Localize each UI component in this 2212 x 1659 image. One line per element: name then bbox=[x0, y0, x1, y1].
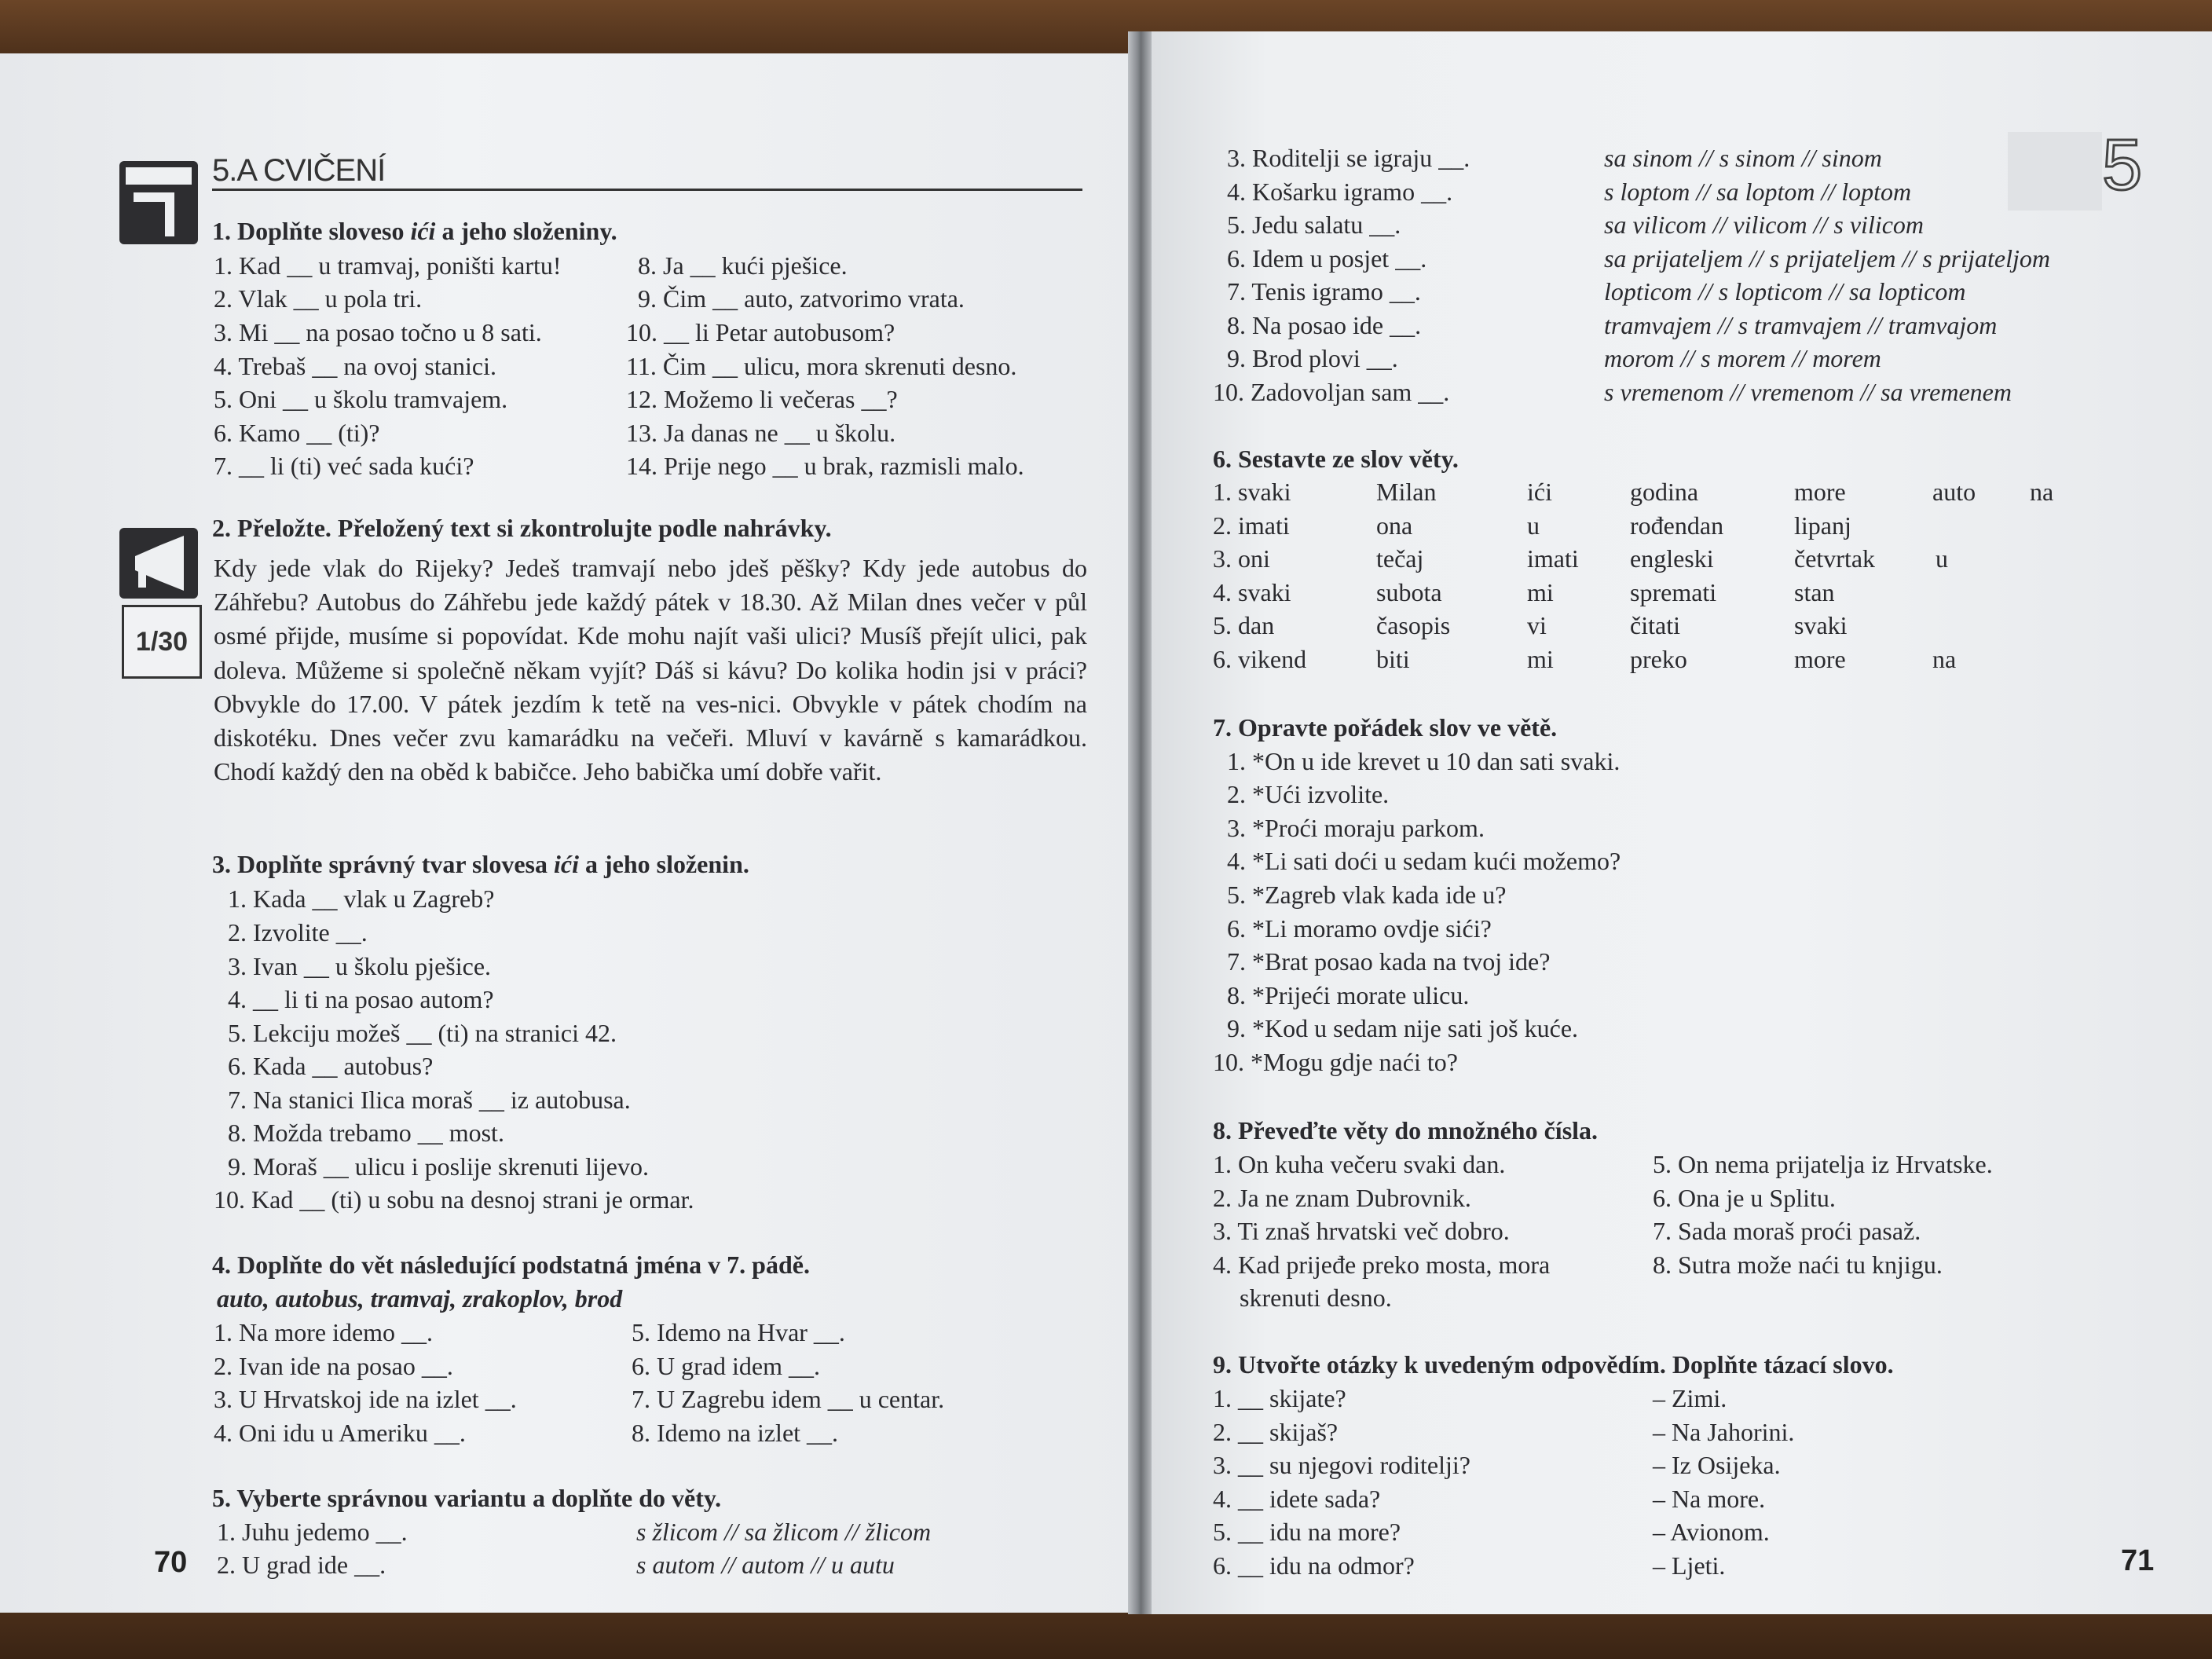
list-item: 6. *Li moramo ovdje sići? bbox=[1227, 914, 1492, 943]
table-cell: preko bbox=[1630, 645, 1687, 673]
list-item: 8. Sutra može naći tu knjigu. bbox=[1653, 1251, 1943, 1279]
answer-options: sa sinom // s sinom // sinom bbox=[1604, 144, 1882, 172]
list-item: 8. Na posao ide __. bbox=[1227, 311, 1422, 339]
exercise-8-heading: 8. Převeďte věty do množného čísla. bbox=[1213, 1116, 1599, 1144]
unit-tab bbox=[2008, 132, 2102, 211]
list-item: 6. Idem u posjet __. bbox=[1227, 244, 1427, 273]
list-item: 9. Moraš __ ulicu i poslije skrenuti lijevo. bbox=[228, 1152, 649, 1181]
answer-text: – Ljeti. bbox=[1653, 1551, 1726, 1580]
list-item: 3. Ti znaš hrvatski več dobro. bbox=[1213, 1217, 1510, 1245]
table-cell: stan bbox=[1794, 578, 1835, 606]
list-item: 5. Jedu salatu __. bbox=[1227, 211, 1401, 239]
table-cell: 6. vikend bbox=[1213, 645, 1307, 673]
list-item: 14. Prije nego __ u brak, razmisli malo. bbox=[626, 452, 1024, 480]
table-cell: ići bbox=[1527, 478, 1552, 506]
list-item: 4. Oni idu u Ameriku __. bbox=[214, 1419, 466, 1447]
list-item: 2. Ja ne znam Dubrovnik. bbox=[1213, 1184, 1471, 1212]
list-item: 9. Brod plovi __. bbox=[1227, 344, 1398, 372]
list-item: 3. Mi __ na posao točno u 8 sati. bbox=[214, 318, 542, 346]
exercise-section-icon bbox=[119, 161, 198, 244]
list-item: 1. Na more idemo __. bbox=[214, 1318, 434, 1346]
list-item: 1. Kad __ u tramvaj, poništi kartu! bbox=[214, 251, 562, 280]
list-item: 5. Idemo na Hvar __. bbox=[632, 1318, 845, 1346]
list-item: 6. Kamo __ (ti)? bbox=[214, 419, 380, 447]
table-cell: ona bbox=[1376, 511, 1413, 540]
exercise-6-heading: 6. Sestavte ze slov věty. bbox=[1213, 445, 1459, 473]
list-item: 10. Zadovoljan sam __. bbox=[1213, 378, 1450, 406]
answer-text: – Iz Osijeka. bbox=[1653, 1451, 1781, 1479]
list-item: 13. Ja danas ne __ u školu. bbox=[626, 419, 896, 447]
list-item: 2. U grad ide __. bbox=[217, 1551, 386, 1579]
list-item: 1. __ skijate? bbox=[1213, 1384, 1346, 1412]
list-item: 10. Kad __ (ti) u sobu na desnoj strani je ormar. bbox=[214, 1185, 694, 1214]
answer-text: – Na Jahorini. bbox=[1653, 1418, 1795, 1446]
table-cell: u bbox=[1527, 511, 1540, 540]
list-item: 3. __ su njegovi roditelji? bbox=[1213, 1451, 1470, 1479]
list-item: 8. Idemo na izlet __. bbox=[632, 1419, 839, 1447]
table-cell: mi bbox=[1527, 578, 1554, 606]
answer-options: s autom // autom // u autu bbox=[636, 1551, 895, 1579]
table-cell: četvrtak bbox=[1794, 544, 1876, 573]
exercise-3-heading: 3. Doplňte správný tvar slovesa ići a jeho složenin. bbox=[212, 850, 749, 878]
list-item: 8. *Prijeći morate ulicu. bbox=[1227, 981, 1470, 1009]
table-cell: mi bbox=[1527, 645, 1554, 673]
list-item: 6. U grad idem __. bbox=[632, 1352, 820, 1380]
table-cell: tečaj bbox=[1376, 544, 1424, 573]
exercise-1-heading: 1. Doplňte sloveso ići a jeho složeniny. bbox=[212, 217, 617, 245]
list-item: 3. U Hrvatskoj ide na izlet __. bbox=[214, 1385, 517, 1413]
table-cell: more bbox=[1794, 478, 1846, 506]
exercise-2-text: Kdy jede vlak do Rijeky? Jedeš tramvají nebo jdeš pěšky? Kdy jede autobus do Záhřebu? Autobus do Záhřebu jede každý pátek v 18.30. Až Milan dnes večer v půl osmé přijde, musíme si popovídat. Kde mohu najít vaši ulici? Musíš přejít ulici, pak doleva. Můžeme si společně někam vyjít? Dáš si kávu? Do kolika hodin jsi v práci? Obvykle do 17.00. V pátek jezdím k tetě na ves-nici. Obvykle v pátek chodím na diskotéku. Dnes večer zvu kamarádku na večeři. Mluví v kavárně s kamarádkou. Chodí každý den na oběd k babičce. Jeho babička umí dobře vařit. bbox=[214, 554, 1087, 786]
list-item: 5. __ idu na more? bbox=[1213, 1518, 1401, 1546]
list-item: 7. Na stanici Ilica moraš __ iz autobusa. bbox=[228, 1086, 631, 1114]
megaphone-icon bbox=[119, 528, 198, 599]
list-item: 4. __ li ti na posao autom? bbox=[228, 985, 494, 1013]
list-item: 3. *Proći moraju parkom. bbox=[1227, 814, 1485, 842]
table-cell: subota bbox=[1376, 578, 1442, 606]
table-cell: u bbox=[1936, 544, 1948, 573]
table-cell: Milan bbox=[1376, 478, 1437, 506]
list-item: 6. Ona je u Splitu. bbox=[1653, 1184, 1836, 1212]
table-cell: engleski bbox=[1630, 544, 1714, 573]
list-item: 2. __ skijaš? bbox=[1213, 1418, 1339, 1446]
list-item: 3. Ivan __ u školu pješice. bbox=[228, 952, 492, 980]
answer-text: – Zimi. bbox=[1653, 1384, 1727, 1412]
exercise-5-heading: 5. Vyberte správnou variantu a doplňte do věty. bbox=[212, 1484, 722, 1512]
left-page bbox=[0, 53, 1139, 1613]
list-item: 4. Košarku igramo __. bbox=[1227, 178, 1453, 206]
section-title-rule bbox=[212, 189, 1082, 191]
table-cell: imati bbox=[1527, 544, 1579, 573]
list-item: 8. Ja __ kući pješice. bbox=[638, 251, 848, 280]
audio-track-number: 1/30 bbox=[122, 605, 202, 679]
table-cell: na bbox=[2030, 478, 2054, 506]
list-item: 11. Čim __ ulicu, mora skrenuti desno. bbox=[626, 352, 1017, 380]
list-item: 9. Čim __ auto, zatvorimo vrata. bbox=[638, 284, 965, 313]
answer-options: tramvajem // s tramvajem // tramvajom bbox=[1604, 311, 1998, 339]
list-item: 1. Juhu jedemo __. bbox=[217, 1518, 408, 1546]
list-item: 5. Lekciju možeš __ (ti) na stranici 42. bbox=[228, 1019, 617, 1047]
list-item: 7. *Brat posao kada na tvoj ide? bbox=[1227, 947, 1551, 976]
book-gutter bbox=[1128, 31, 1152, 1614]
list-item: skrenuti desno. bbox=[1240, 1284, 1392, 1312]
answer-text: – Avionom. bbox=[1653, 1518, 1770, 1546]
table-cell: rođendan bbox=[1630, 511, 1724, 540]
exercise-2-heading: 2. Přeložte. Přeložený text si zkontrolujte podle nahrávky. bbox=[212, 514, 832, 542]
unit-number: 5 bbox=[2102, 125, 2143, 205]
answer-options: sa vilicom // vilicom // s vilicom bbox=[1604, 211, 1925, 239]
exercise-7-heading: 7. Opravte pořádek slov ve větě. bbox=[1213, 713, 1558, 742]
list-item: 4. Kad prijeđe preko mosta, mora bbox=[1213, 1251, 1551, 1279]
table-cell: 3. oni bbox=[1213, 544, 1270, 573]
list-item: 7. Tenis igramo __. bbox=[1227, 277, 1421, 306]
answer-options: lopticom // s lopticom // sa lopticom bbox=[1604, 277, 1966, 306]
list-item: 10. *Mogu gdje naći to? bbox=[1213, 1048, 1458, 1076]
list-item: 1. On kuha večeru svaki dan. bbox=[1213, 1150, 1506, 1178]
list-item: 12. Možemo li večeras __? bbox=[626, 385, 898, 413]
list-item: 3. Roditelji se igraju __. bbox=[1227, 144, 1470, 172]
list-item: 5. Oni __ u školu tramvajem. bbox=[214, 385, 508, 413]
table-cell: 5. dan bbox=[1213, 611, 1275, 639]
list-item: 7. U Zagrebu idem __ u centar. bbox=[632, 1385, 945, 1413]
list-item: 4. *Li sati doći u sedam kući možemo? bbox=[1227, 847, 1621, 875]
answer-options: s vremenom // vremenom // sa vremenem bbox=[1604, 378, 2012, 406]
table-cell: auto bbox=[1932, 478, 1976, 506]
list-item: 2. Ivan ide na posao __. bbox=[214, 1352, 453, 1380]
list-item: 4. __ idete sada? bbox=[1213, 1485, 1381, 1513]
answer-options: sa prijateljem // s prijateljem // s prijateljom bbox=[1604, 244, 2050, 273]
table-cell: more bbox=[1794, 645, 1846, 673]
desk-background-bottom bbox=[0, 1606, 2212, 1659]
list-item: 6. __ idu na odmor? bbox=[1213, 1551, 1415, 1580]
table-cell: 1. svaki bbox=[1213, 478, 1291, 506]
table-cell: biti bbox=[1376, 645, 1410, 673]
list-item: 2. Vlak __ u pola tri. bbox=[214, 284, 423, 313]
table-cell: časopis bbox=[1376, 611, 1451, 639]
table-cell: svaki bbox=[1794, 611, 1848, 639]
table-cell: lipanj bbox=[1794, 511, 1851, 540]
table-cell: 4. svaki bbox=[1213, 578, 1291, 606]
list-item: 5. On nema prijatelja iz Hrvatske. bbox=[1653, 1150, 1993, 1178]
list-item: 2. *Ući izvolite. bbox=[1227, 780, 1390, 808]
answer-options: morom // s morem // morem bbox=[1604, 344, 1881, 372]
table-cell: godina bbox=[1630, 478, 1699, 506]
list-item: 2. Izvolite __. bbox=[228, 918, 368, 947]
exercise-4-heading: 4. Doplňte do vět následující podstatná jména v 7. pádě. bbox=[212, 1251, 810, 1279]
table-cell: spremati bbox=[1630, 578, 1717, 606]
section-title: 5.A CVIČENÍ bbox=[212, 153, 386, 188]
answer-options: s loptom // sa loptom // loptom bbox=[1604, 178, 1912, 206]
table-cell: na bbox=[1932, 645, 1957, 673]
list-item: 4. Trebaš __ na ovoj stanici. bbox=[214, 352, 496, 380]
exercise-4-word-list: auto, autobus, tramvaj, zrakoplov, brod bbox=[217, 1284, 623, 1313]
answer-options: s žlicom // sa žlicom // žlicom bbox=[636, 1518, 932, 1546]
list-item: 1. *On u ide krevet u 10 dan sati svaki. bbox=[1227, 747, 1621, 775]
list-item: 7. Sada moraš proći pasaž. bbox=[1653, 1217, 1921, 1245]
table-cell: vi bbox=[1527, 611, 1547, 639]
answer-text: – Na more. bbox=[1653, 1485, 1766, 1513]
list-item: 1. Kada __ vlak u Zagreb? bbox=[228, 884, 495, 913]
list-item: 10. __ li Petar autobusom? bbox=[626, 318, 895, 346]
table-cell: 2. imati bbox=[1213, 511, 1290, 540]
list-item: 6. Kada __ autobus? bbox=[228, 1052, 434, 1080]
list-item: 9. *Kod u sedam nije sati još kuće. bbox=[1227, 1014, 1579, 1042]
list-item: 5. *Zagreb vlak kada ide u? bbox=[1227, 881, 1507, 909]
exercise-9-heading: 9. Utvořte otázky k uvedeným odpovědím. Doplňte tázací slovo. bbox=[1213, 1350, 1894, 1379]
page-number-left: 70 bbox=[154, 1546, 188, 1579]
list-item: 7. __ li (ti) već sada kući? bbox=[214, 452, 474, 480]
list-item: 8. Možda trebamo __ most. bbox=[228, 1119, 504, 1147]
table-cell: čitati bbox=[1630, 611, 1680, 639]
page-number-right: 71 bbox=[2121, 1544, 2155, 1577]
